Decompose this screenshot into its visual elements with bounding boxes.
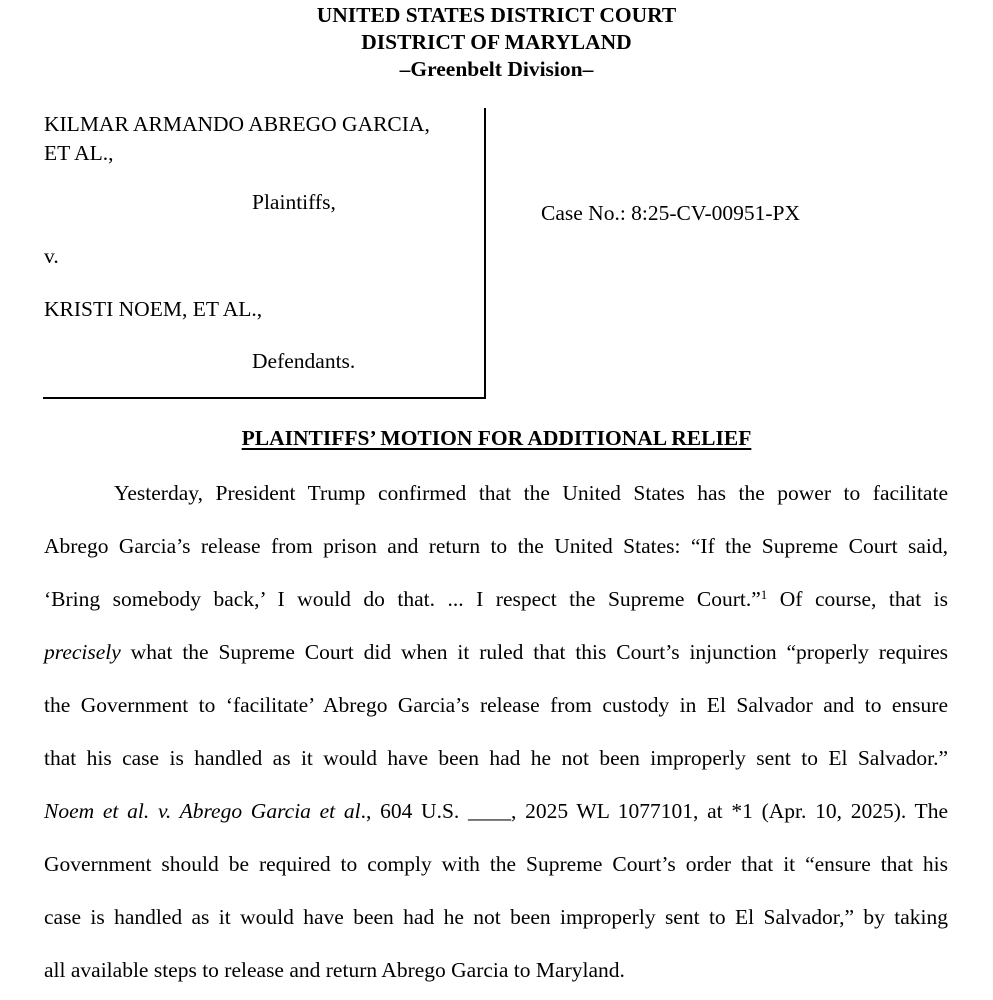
motion-title-text: PLAINTIFFS’ MOTION FOR ADDITIONAL RELIEF [241, 426, 752, 450]
court-name: UNITED STATES DISTRICT COURT [316, 3, 677, 27]
plaintiff-role: Plaintiffs, [252, 190, 336, 214]
defendant-name: KRISTI NOEM, ET AL., [44, 297, 263, 321]
body-line-9: case is handled as it would have been had he not been improperly sent to El Salvador,” by taking [44, 905, 948, 929]
body-line-3-text: ‘Bring somebody back,’ I would do that. ... I respect the Supreme Court.” [44, 587, 761, 611]
division-name: –Greenbelt Division– [399, 57, 594, 81]
body-line-3-tail: Of course, that is [767, 587, 948, 611]
plaintiff-et-al: ET AL., [44, 141, 114, 165]
body-line-5: the Government to ‘facilitate’ Abrego Garcia’s release from custody in El Salvador and to ensure [44, 693, 948, 717]
body-line-2: Abrego Garcia’s release from prison and return to the United States: “If the Supreme Court said, [44, 534, 948, 558]
case-number: Case No.: 8:25-CV-00951-PX [541, 201, 800, 225]
body-line-10: all available steps to release and return Abrego Garcia to Maryland. [44, 958, 625, 982]
versus-label: v. [44, 244, 59, 268]
footnote-marker: 1 [760, 587, 768, 602]
court-header [0, 2, 993, 83]
body-line-1: Yesterday, President Trump confirmed that the United States has the power to facilitate [114, 481, 948, 505]
body-line-3 [44, 586, 948, 613]
body-line-8: Government should be required to comply with the Supreme Court’s order that it “ensure that his [44, 852, 948, 876]
plaintiff-name: KILMAR ARMANDO ABREGO GARCIA, [44, 112, 430, 136]
body-line-7 [44, 798, 948, 825]
body-line-7-text: ., 604 U.S. ____, 2025 WL 1077101, at *1 (Apr. 10, 2025). The [360, 799, 948, 823]
case-citation: Noem et al. v. Abrego Garcia et al [44, 799, 361, 823]
body-line-4-text: what the Supreme Court did when it ruled that this Court’s injunction “properly requires [120, 640, 948, 664]
body-line-4 [44, 639, 948, 666]
body-line-4-emphasis: precisely [44, 640, 121, 664]
body-line-6: that his case is handled as it would have been had he not been improperly sent to El Salvador.” [44, 746, 948, 770]
motion-title [0, 425, 993, 452]
defendant-role: Defendants. [252, 349, 356, 373]
district-name: DISTRICT OF MARYLAND [361, 30, 632, 54]
